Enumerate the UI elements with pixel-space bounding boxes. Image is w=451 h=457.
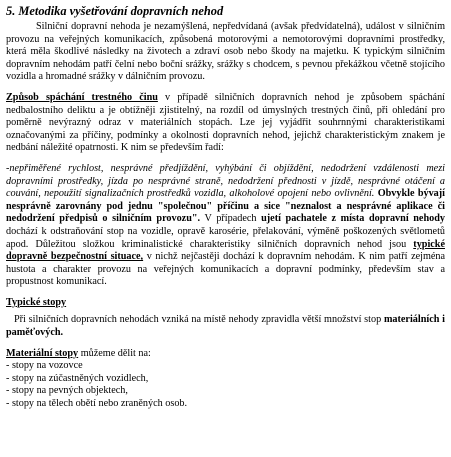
list-item: - stopy na zúčastněných vozidlech, (6, 372, 149, 384)
paragraph-causes (6, 163, 445, 289)
list-item: - stopy na tělech obětí nebo zraněných osob. (6, 398, 188, 410)
causes-bold-summary: Obvykle bývají nesprávně zarovnány pod jednu "společnou" příčinu a sice "neznalost a nesprávné aplikace či nedodržení předpisů o silničním provozu". (6, 188, 445, 225)
causes-text-2: dochází k odstraňování stop na vozidle, opravě karosérie, přelakování, výměně poškozených světlometů apod. Důležitou složkou kriminalistické charakteristiky silničních dopravních nehod jsou (6, 225, 445, 250)
list-item: - stopy na vozovce (6, 360, 83, 372)
paragraph-method (6, 92, 445, 155)
subsection-title (6, 297, 445, 310)
method-lead: Způsob spáchání trestného činu (6, 91, 158, 103)
causes-text-3: v nichž nejčastěji dochází k dopravním nehodám. K nim patří zejména hustota a charakter provozu na veřejných komunikacích a dopravní podmínky, především stav a propustnost komunikací. (6, 251, 446, 288)
material-traces-text: můžeme dělit na: (78, 347, 151, 359)
paragraph-material-traces (6, 348, 445, 361)
causes-text-1: V případech (200, 213, 262, 225)
list-item: - stopy na pevných objektech, (6, 385, 128, 397)
method-text: v případě silničních dopravních nehod je způsobem spáchání nedbalostního deliktu a je obtížněji zjistitelný, na rozdíl od úmyslných trestných činů, při ohledání pro poměrně nevýrazný odraz v materiálních stopách. Lze jej vyjádřit souhrnnými charakteristikami označovanými za příčiny, podmínky a okolnosti dopravních nehod, jejichž charakteristickým znakem je nedbání náležité opatrnosti. K nim se především řadí: (6, 91, 446, 154)
material-traces-lead: Materiální stopy (6, 347, 79, 359)
typical-traces-title: Typické stopy (6, 296, 67, 308)
paragraph-traces (6, 314, 445, 339)
traces-bold: materiálních i paměťových. (6, 314, 445, 339)
section-heading: 5. Metodika vyšetřování dopravních nehod (6, 4, 224, 18)
causes-list: -nepřiměřené rychlost, nesprávné předjíždění, vyhýbání či objíždění, nedodržení vzdálenosti mezi dopravními prostředky, jízda po nesprávné straně, nedodržení přednosti v jízdě, nesprávné otáčení a couvání, nepoužití signalizačních prostředků vozidla, alkoholové opojení nebo ovlivnění. (6, 162, 445, 200)
safety-situations-phrase: typické dopravně bezpečnostní situace, (6, 238, 445, 263)
traces-text: Při silničních dopravních nehodách vzniká na místě nehody zpravidla větší množství stop (14, 314, 384, 326)
paragraph-definition: Silniční dopravní nehoda je nezamýšlená, nepředvídaná (avšak předvídatelná), událost v silničním provozu na veřejných komunikacích, způsobená motorovými a nemotorovými dopravními prostředky, která měla škodlivé následky na životech a zdraví osob nebo škody na majetku. K typickým silničním dopravním nehodám patří čelní nebo boční srážky, srážky s chodcem, s pevnou překážkou včetně stojícího vozidla a hromadné srážky v dálničním provozu. (6, 21, 445, 83)
traces-list (6, 360, 445, 410)
hit-and-run-phrase: ujetí pachatele z místa dopravní nehody (261, 213, 445, 225)
